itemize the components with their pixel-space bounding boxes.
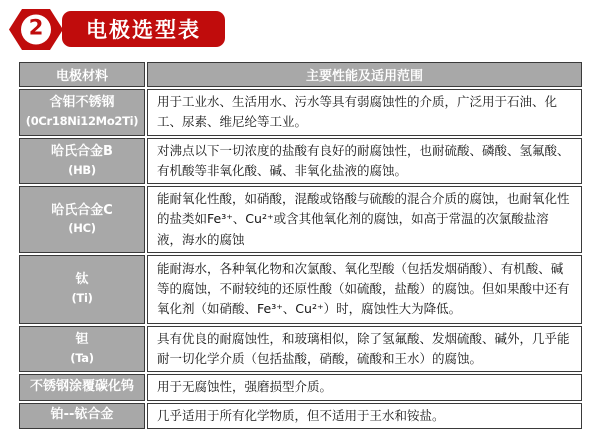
material-cell <box>19 255 145 324</box>
material-name: 不锈钢涂覆碳化钨 <box>29 378 134 394</box>
material-cell <box>19 326 145 373</box>
table-row <box>19 186 582 253</box>
material-name: 哈氏合金C <box>51 202 113 218</box>
material-name: 钛 <box>75 272 89 288</box>
description-cell: 能耐海水，各种氧化物和次氯酸、氧化型酸（包括发烟硝酸）、有机酸、碱等的腐蚀，不耐较纯的还原性酸（如硫酸，盐酸）的腐蚀。但如果酸中还有氧化剂（如硝酸、Fe³⁺、Cu²⁺）时，腐蚀性大为降低。 <box>147 255 582 324</box>
table-header-row <box>19 62 582 87</box>
table-row <box>19 138 582 185</box>
material-cell <box>19 186 145 253</box>
section-header <box>8 6 225 52</box>
table-row <box>19 403 582 429</box>
material-cell <box>19 89 145 136</box>
material-grade: (Ti) <box>71 291 93 306</box>
material-cell <box>19 403 145 429</box>
section-number-badge <box>8 8 64 51</box>
material-grade: (HB) <box>68 162 96 177</box>
page-title: 电极选型表 <box>62 11 225 47</box>
material-grade: (HC) <box>68 221 96 236</box>
column-header-material: 电极材料 <box>19 62 145 87</box>
material-name: 含钼不锈钢 <box>49 95 115 111</box>
description-cell: 对沸点以下一切浓度的盐酸有良好的耐腐蚀性，也耐硫酸、磷酸、氢氟酸、有机酸等非氧化酸、碱、非氧化盐液的腐蚀。 <box>147 138 582 185</box>
material-cell <box>19 374 145 400</box>
table-row <box>19 326 582 373</box>
table-row <box>19 89 582 136</box>
material-name: 钽 <box>75 332 89 348</box>
description-cell: 用于无腐蚀性，强磨损型介质。 <box>147 374 582 400</box>
description-cell: 能耐氧化性酸，如硝酸，混酸或铬酸与硫酸的混合介质的腐蚀，也耐氧化性的盐类如Fe³⁺、Cu²⁺或含其他氧化剂的腐蚀，如高于常温的次氯酸盐溶液，海水的腐蚀 <box>147 186 582 253</box>
column-header-performance: 主要性能及适用范围 <box>147 62 582 87</box>
description-cell: 几乎适用于所有化学物质，但不适用于王水和铵盐。 <box>147 403 582 429</box>
description-cell: 具有优良的耐腐蚀性，和玻璃相似，除了氢氟酸、发烟硫酸、碱外，几乎能耐一切化学介质（包括盐酸，硝酸，硫酸和王水）的腐蚀。 <box>147 326 582 373</box>
description-cell: 用于工业水、生活用水、污水等具有弱腐蚀性的介质，广泛用于石油、化工、尿素、维尼纶等工业。 <box>147 89 582 136</box>
table-row <box>19 374 582 400</box>
table-row <box>19 255 582 324</box>
material-grade: (0Cr18Ni12Mo2Ti) <box>25 114 139 129</box>
material-name: 铂--铱合金 <box>50 407 114 423</box>
badge-number: 2 <box>28 15 44 40</box>
material-name: 哈氏合金B <box>51 143 113 159</box>
material-cell <box>19 138 145 185</box>
material-grade: (Ta) <box>70 351 94 366</box>
electrode-selection-table <box>17 60 584 431</box>
